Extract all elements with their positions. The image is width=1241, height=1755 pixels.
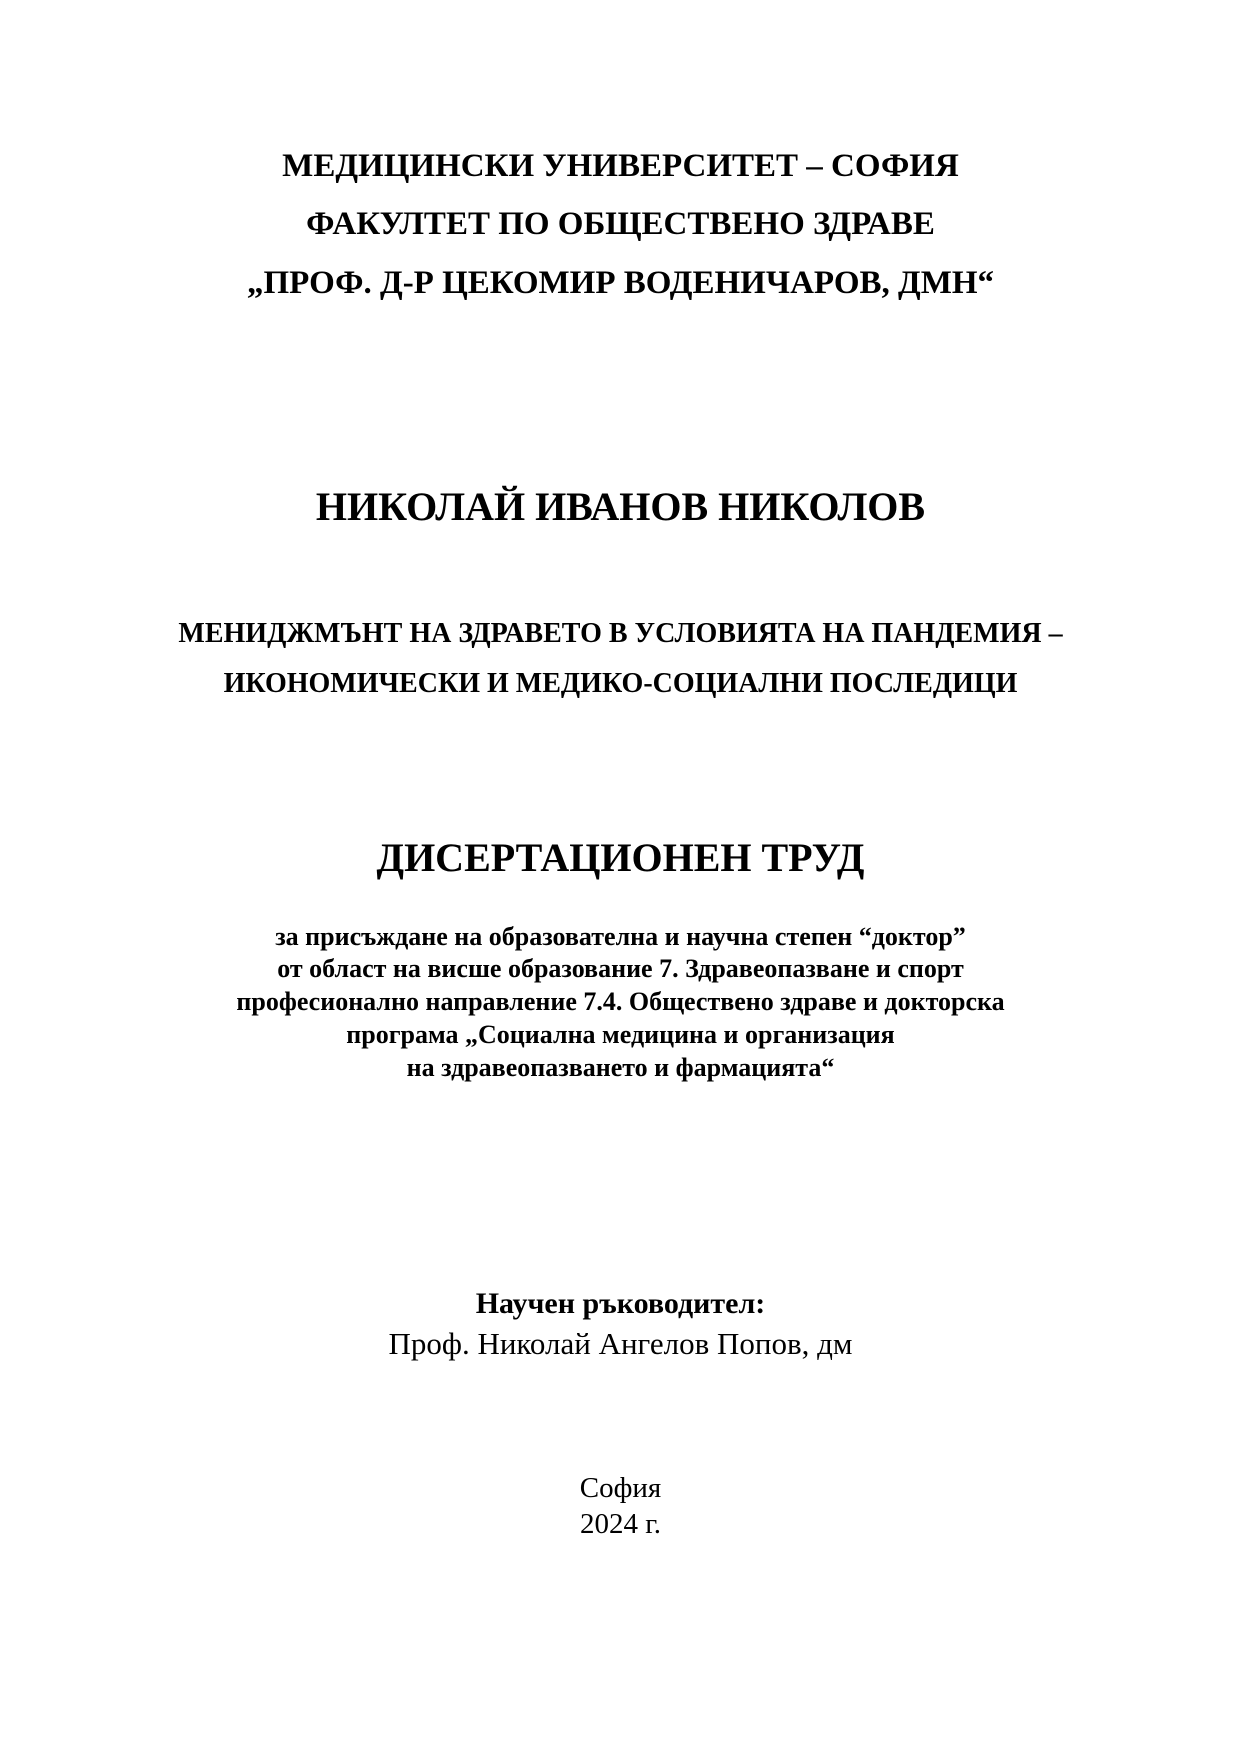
place-of-publication: София <box>579 1472 662 1504</box>
thesis-title-line-1: МЕНИДЖМЪНТ НА ЗДРАВЕТО В УСЛОВИЯТА НА ПАНДЕМИЯ – <box>178 618 1063 649</box>
supervisor-label: Научен ръководител: <box>475 1287 766 1320</box>
thesis-title-line-2: ИКОНОМИЧЕСКИ И МЕДИКО-СОЦИАЛНИ ПОСЛЕДИЦИ <box>223 668 1018 699</box>
university-name: МЕДИЦИНСКИ УНИВЕРСИТЕТ – СОФИЯ <box>282 148 959 184</box>
degree-description-line: за присъждане на образователна и научна степен “доктор” <box>275 922 966 951</box>
degree-description-line: от област на висше образование 7. Здравеопазване и спорт <box>277 954 964 983</box>
faculty-name: ФАКУЛТЕТ ПО ОБЩЕСТВЕНО ЗДРАВЕ <box>306 206 935 242</box>
supervisor-name: Проф. Николай Ангелов Попов, дм <box>388 1326 853 1361</box>
author-name: НИКОЛАЙ ИВАНОВ НИКОЛОВ <box>315 484 926 529</box>
degree-description-line: програма „Социална медицина и организация <box>346 1020 895 1049</box>
degree-description-line: професионално направление 7.4. Обществено здраве и докторска <box>236 987 1005 1016</box>
document-type-heading: ДИСЕРТАЦИОНЕН ТРУД <box>376 835 865 880</box>
faculty-patron: „ПРОФ. Д-Р ЦЕКОМИР ВОДЕНИЧАРОВ, ДМН“ <box>246 265 995 301</box>
publication-year: 2024 г. <box>579 1508 662 1540</box>
degree-description-line: на здравеопазването и фармацията“ <box>406 1053 835 1082</box>
